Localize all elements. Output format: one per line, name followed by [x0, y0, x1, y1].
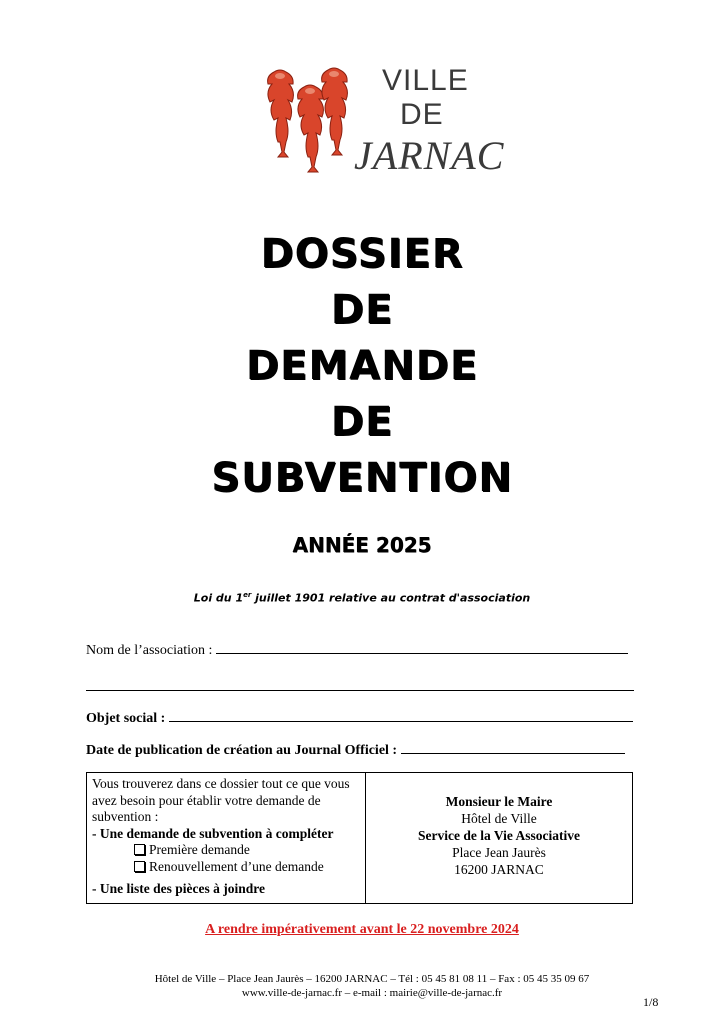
page-footer [0, 972, 724, 1000]
title-line: DEMANDE [245, 343, 479, 389]
law-prefix: Loi du 1 [193, 591, 244, 605]
social-object-field[interactable] [86, 709, 633, 727]
social-object-label: Objet social : [86, 711, 166, 726]
association-name-line-2[interactable] [86, 678, 634, 691]
association-name-label: Nom de l’association : [86, 643, 213, 658]
logo-jarnac-text: JARNAC [354, 133, 505, 178]
jarnac-logo [262, 62, 512, 197]
publication-date-line[interactable] [401, 741, 625, 754]
info-box [86, 772, 633, 904]
title-line: DOSSIER [260, 231, 464, 277]
address-building: Hôtel de Ville [461, 811, 537, 826]
page-number: 1/8 [643, 995, 659, 1009]
dossier-contents [87, 773, 366, 903]
logo-de-text: DE [400, 98, 444, 131]
publication-date-field[interactable] [86, 741, 625, 759]
checkbox-icon[interactable] [134, 861, 145, 872]
contents-item-documents: - Une liste des pièces à joindre [92, 881, 265, 896]
checkbox-icon[interactable] [134, 844, 145, 855]
association-name-field[interactable] [86, 641, 628, 659]
law-reference [0, 591, 724, 605]
address-city: 16200 JARNAC [454, 862, 544, 877]
option-first-request[interactable] [92, 842, 360, 859]
option-first-request-label: Première demande [149, 842, 250, 857]
address-street: Place Jean Jaurès [452, 845, 546, 860]
document-title [0, 226, 724, 506]
contents-item-request: - Une demande de subvention à compléter [92, 825, 334, 841]
title-line: DE [330, 399, 394, 445]
association-name-continuation-field[interactable] [86, 678, 634, 696]
fish-emblem-icon [262, 62, 352, 197]
publication-date-label: Date de publication de création au Journal Officiel : [86, 743, 398, 758]
footer-contact: www.ville-de-jarnac.fr – e-mail : mairie@ville-de-jarnac.fr [241, 987, 503, 999]
social-object-line[interactable] [169, 709, 633, 722]
law-superscript: er [243, 591, 252, 599]
law-suffix: juillet 1901 relative au contrat d'association [251, 591, 531, 605]
address-recipient: Monsieur le Maire [445, 794, 553, 809]
year-heading: ANNÉE 2025 [292, 533, 432, 557]
footer-address: Hôtel de Ville – Place Jean Jaurès – 16200 JARNAC – Tél : 05 45 81 08 11 – Fax : 05 45 35 09 67 [154, 973, 590, 985]
title-line: SUBVENTION [211, 455, 513, 501]
option-renewal[interactable] [92, 859, 360, 876]
title-line: DE [330, 287, 394, 333]
association-name-line[interactable] [216, 641, 628, 654]
deadline-notice: A rendre impérativement avant le 22 novembre 2024 [205, 922, 519, 937]
option-renewal-label: Renouvellement d’une demande [149, 858, 324, 874]
address-service: Service de la Vie Associative [418, 828, 580, 843]
return-address [366, 793, 632, 878]
logo-ville-text: VILLE [382, 64, 469, 97]
contents-intro: Vous trouverez dans ce dossier tout ce que vous avez besoin pour établir votre demande de subvention : [92, 776, 350, 824]
